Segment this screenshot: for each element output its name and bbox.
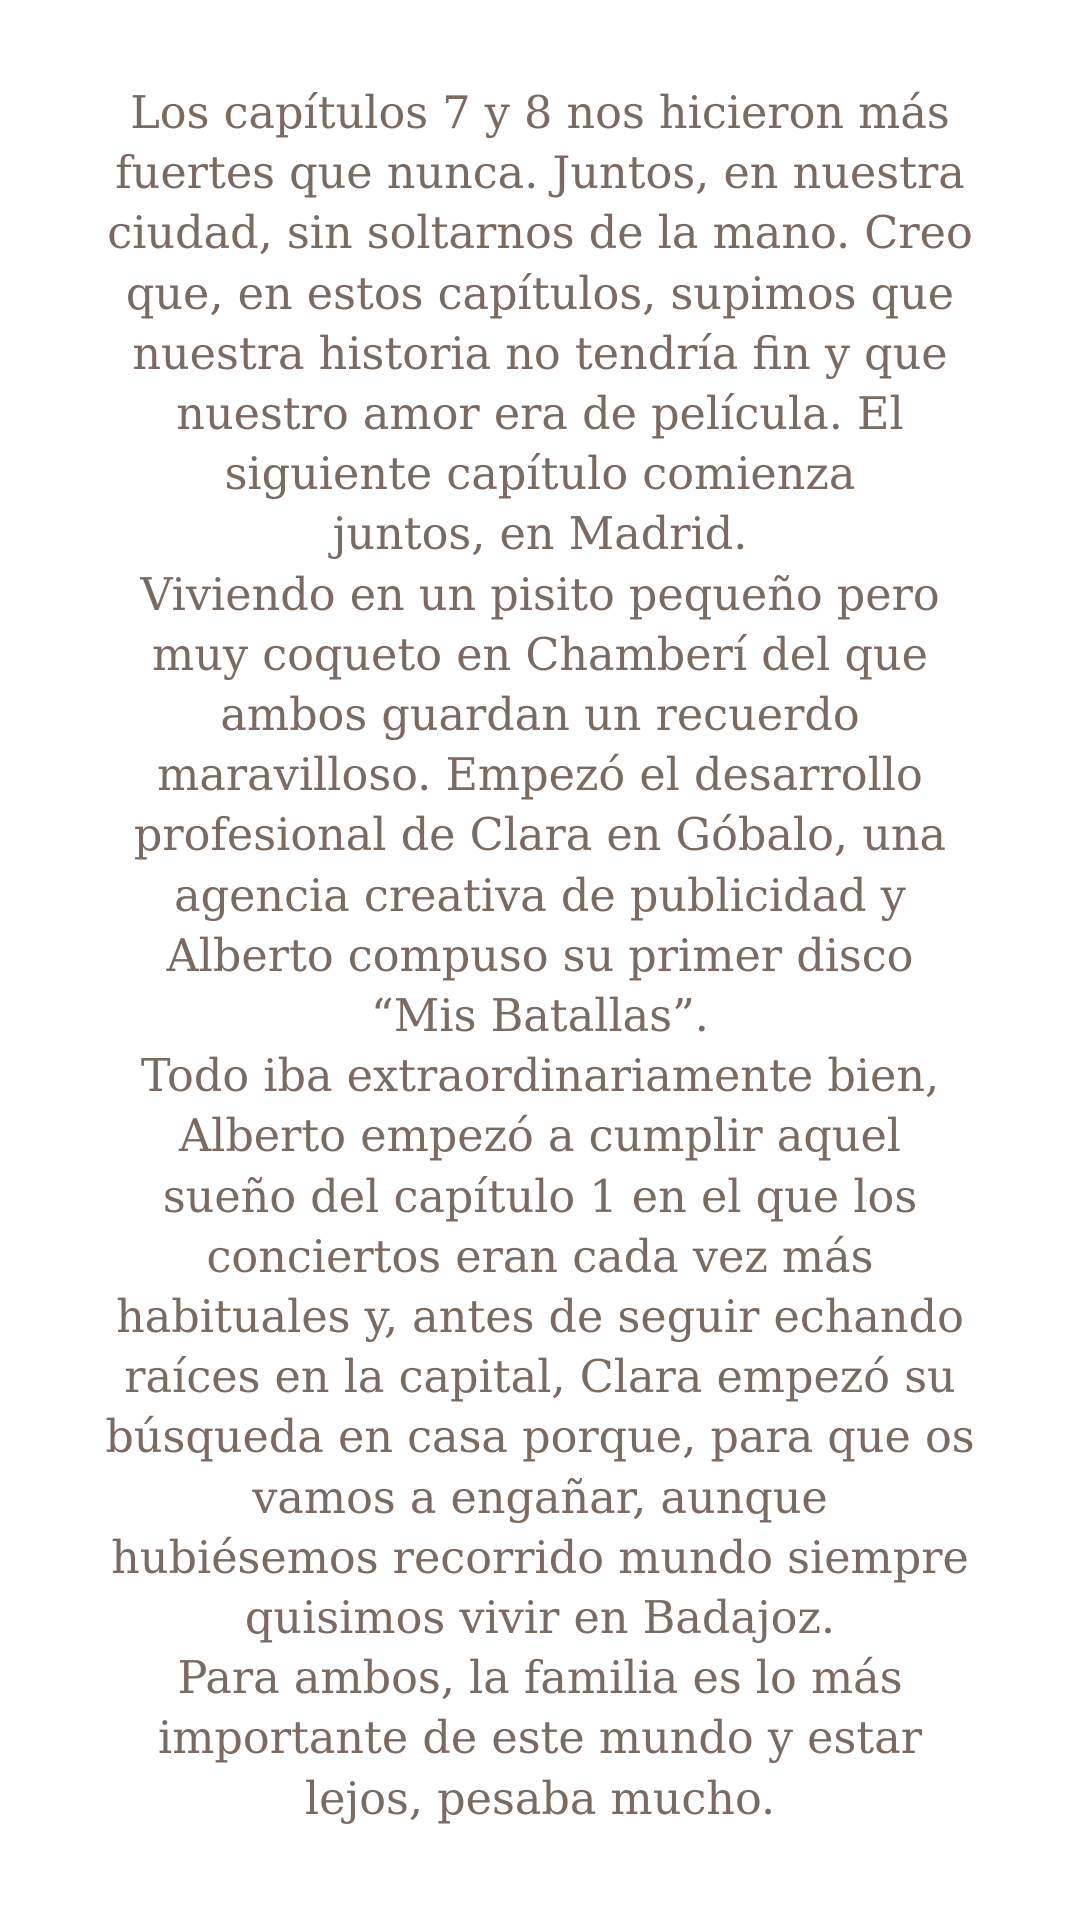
- story-line: nuestra historia no tendría fin y que: [132, 328, 948, 380]
- story-line: nuestro amor era de película. El: [176, 389, 904, 441]
- story-line: profesional de Clara en Góbalo, una: [133, 810, 947, 862]
- story-line: habituales y, antes de seguir echando: [116, 1292, 964, 1344]
- story-line: “Mis Batallas”.: [371, 991, 709, 1043]
- story-text: [0, 84, 1080, 1830]
- story-line: conciertos eran cada vez más: [206, 1231, 874, 1283]
- story-line: muy coqueto en Chamberí del que: [152, 629, 928, 681]
- story-line: Viviendo en un pisito pequeño pero: [140, 569, 940, 621]
- story-line: sueño del capítulo 1 en el que los: [162, 1171, 918, 1223]
- story-line: vamos a engañar, aunque: [252, 1472, 828, 1524]
- story-line: fuertes que nunca. Juntos, en nuestra: [115, 148, 965, 200]
- story-line: que, en estos capítulos, supimos que: [125, 268, 955, 320]
- story-line: quisimos vivir en Badajoz.: [244, 1593, 836, 1645]
- story-line: maravilloso. Empezó el desarrollo: [157, 750, 923, 802]
- story-line: Los capítulos 7 y 8 nos hicieron más: [130, 88, 950, 139]
- story-line: agencia creativa de publicidad y: [174, 870, 906, 922]
- story-line: búsqueda en casa porque, para que os: [105, 1412, 975, 1464]
- story-line: hubiésemos recorrido mundo siempre: [111, 1532, 969, 1584]
- story-line: ambos guardan un recuerdo: [220, 690, 860, 742]
- story-line: ciudad, sin soltarnos de la mano. Creo: [107, 208, 973, 260]
- story-line: lejos, pesaba mucho.: [304, 1773, 776, 1825]
- story-line: Para ambos, la familia es lo más: [177, 1653, 903, 1705]
- story-line: Alberto compuso su primer disco: [166, 930, 914, 982]
- story-line: juntos, en Madrid.: [332, 509, 748, 561]
- story-line: Alberto empezó a cumplir aquel: [178, 1111, 902, 1163]
- story-line: siguiente capítulo comienza: [224, 449, 856, 501]
- story-line: importante de este mundo y estar: [158, 1713, 922, 1765]
- story-line: Todo iba extraordinariamente bien,: [140, 1051, 940, 1103]
- story-line: raíces en la capital, Clara empezó su: [124, 1352, 956, 1404]
